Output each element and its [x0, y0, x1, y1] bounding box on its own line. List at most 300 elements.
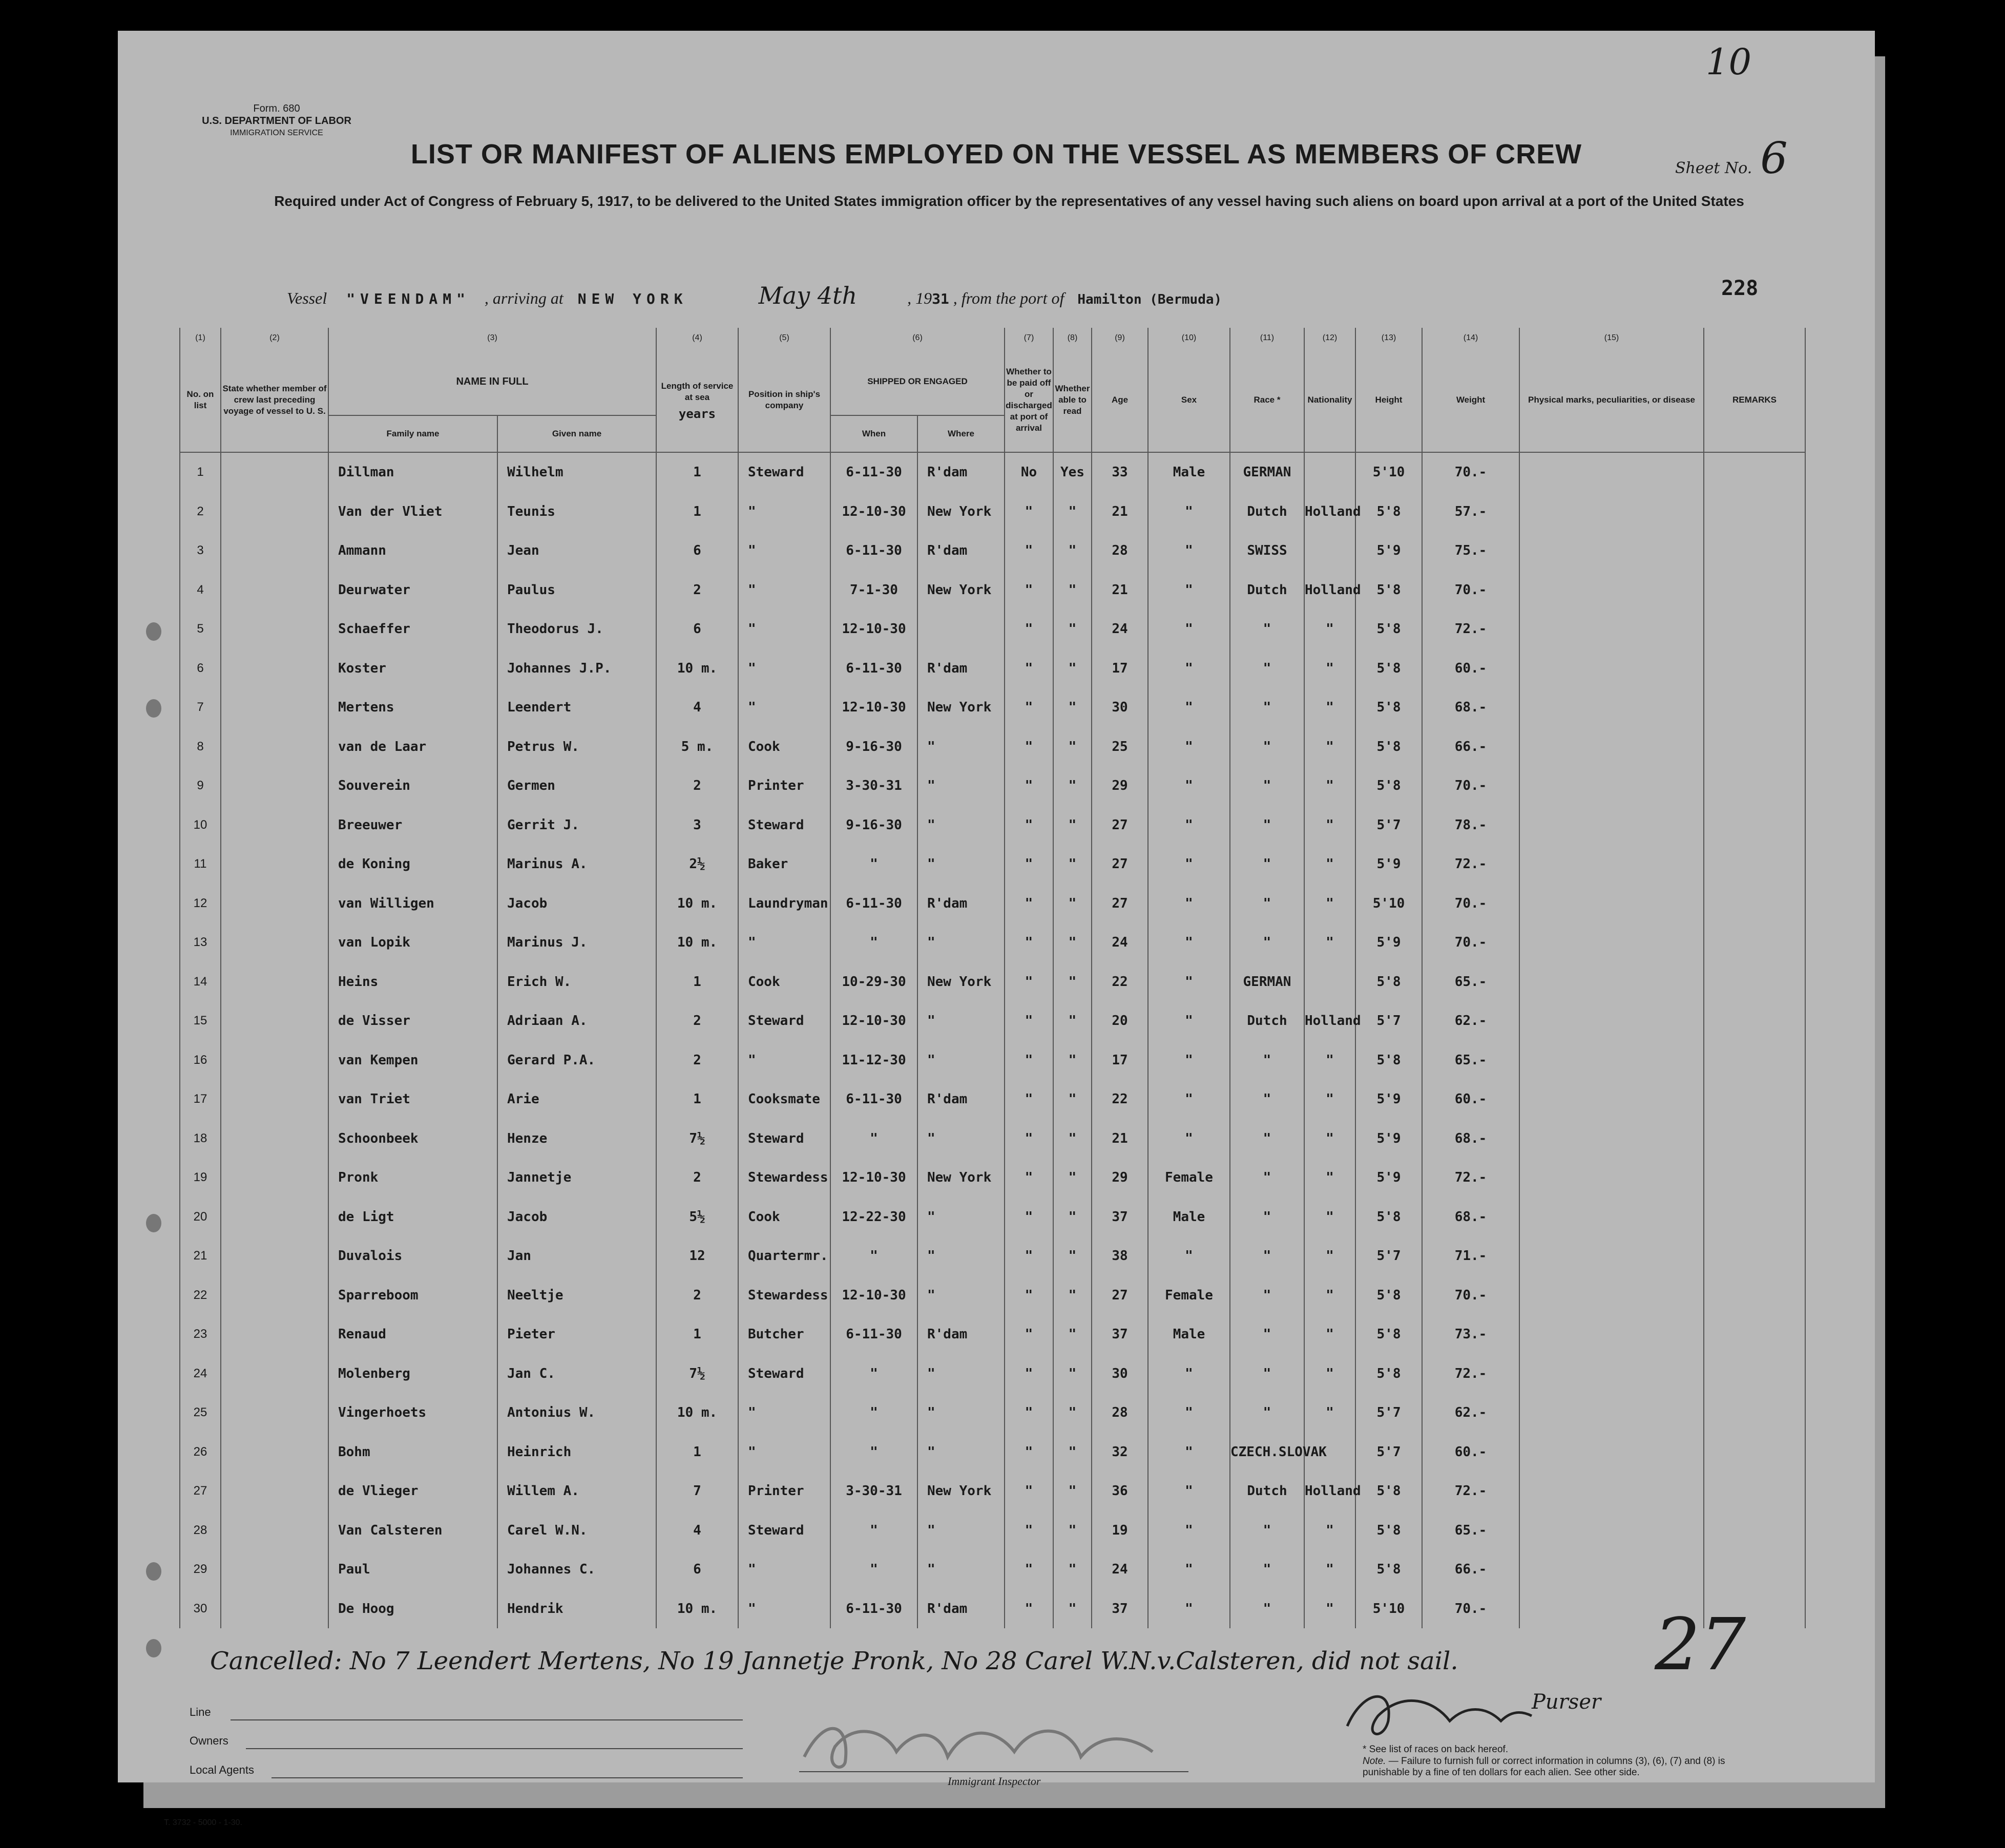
- table-row: [180, 571, 1805, 610]
- cell-when: 3-30-31: [830, 766, 917, 806]
- cell-no: 16: [180, 1041, 221, 1080]
- cell-read: ": [1053, 806, 1092, 845]
- cell-paid: ": [1005, 649, 1053, 688]
- cell-paid: ": [1005, 766, 1053, 806]
- cell-sex: Male: [1148, 1198, 1230, 1237]
- cell-position: Steward: [738, 1511, 830, 1550]
- header-when: When: [830, 415, 917, 452]
- cell-read: ": [1053, 1276, 1092, 1315]
- cell-sex: ": [1148, 766, 1230, 806]
- cell-paid: ": [1005, 1158, 1053, 1198]
- cell-when: 12-10-30: [830, 1158, 917, 1198]
- cell-paid: ": [1005, 727, 1053, 767]
- cell-nationality: ": [1304, 1198, 1355, 1237]
- cell-no: 1: [180, 452, 221, 492]
- cell-given: Carel W.N.: [497, 1511, 656, 1550]
- cell-no: 10: [180, 806, 221, 845]
- department-name: U.S. DEPARTMENT OF LABOR: [202, 115, 351, 127]
- cell-paid: ": [1005, 923, 1053, 962]
- cell-read: ": [1053, 1472, 1092, 1511]
- cell-position: Printer: [738, 1472, 830, 1511]
- cell-race: SWISS: [1230, 531, 1304, 571]
- cell-race: ": [1230, 727, 1304, 767]
- cell-position: ": [738, 531, 830, 571]
- cell-age: 30: [1092, 688, 1148, 727]
- cell-no: 7: [180, 688, 221, 727]
- header-position: Position in ship's company: [738, 348, 830, 452]
- cell-where: ": [917, 1001, 1005, 1041]
- cell-age: 28: [1092, 531, 1148, 571]
- cell-no: 22: [180, 1276, 221, 1315]
- cell-no: 30: [180, 1589, 221, 1629]
- cell-position: ": [738, 688, 830, 727]
- cell-height: 5'9: [1355, 531, 1422, 571]
- table-row: [180, 1236, 1805, 1276]
- cell-weight: 71.-: [1422, 1236, 1519, 1276]
- cell-given: Jean: [497, 531, 656, 571]
- cell-paid: ": [1005, 845, 1053, 884]
- cell-read: ": [1053, 962, 1092, 1002]
- cell-no: 29: [180, 1550, 221, 1589]
- cell-where: ": [917, 1198, 1005, 1237]
- cell-paid: ": [1005, 1001, 1053, 1041]
- cell-nationality: ": [1304, 1393, 1355, 1433]
- cell-no: 6: [180, 649, 221, 688]
- cell-position: ": [738, 649, 830, 688]
- cell-family: Van Calsteren: [328, 1511, 497, 1550]
- cell-where: ": [917, 1354, 1005, 1394]
- cell-age: 36: [1092, 1472, 1148, 1511]
- cell-race: Dutch: [1230, 492, 1304, 532]
- sheet-number: 6: [1760, 133, 1788, 183]
- cell-nationality: ": [1304, 1158, 1355, 1198]
- cell-family: Duvalois: [328, 1236, 497, 1276]
- cell-age: 20: [1092, 1001, 1148, 1041]
- cell-length: 2: [656, 571, 738, 610]
- total-mark: 27: [1655, 1603, 1746, 1687]
- cell-remarks: [1704, 1119, 1805, 1159]
- cell-given: Jan C.: [497, 1354, 656, 1394]
- note-text: — Failure to furnish full or correct information in columns (3), (6), (7) and (8) is punishable by a fine of ten dollars for each alien. See other side.: [1363, 1756, 1725, 1778]
- cell-read: ": [1053, 845, 1092, 884]
- cell-nationality: ": [1304, 1589, 1355, 1629]
- cell-when: ": [830, 1354, 917, 1394]
- cell-age: 22: [1092, 962, 1148, 1002]
- cell-height: 5'8: [1355, 610, 1422, 649]
- cell-given: Paulus: [497, 571, 656, 610]
- departure-port: Hamilton (Bermuda): [1077, 292, 1222, 307]
- owners-label: Owners: [190, 1734, 228, 1747]
- vessel-line: [287, 282, 1222, 309]
- cell-age: 24: [1092, 1550, 1148, 1589]
- cell-when: 10-29-30: [830, 962, 917, 1002]
- cell-state: [221, 962, 328, 1002]
- footer-rule-1: [231, 1719, 743, 1720]
- col-num-11: (11): [1230, 328, 1304, 348]
- cell-nationality: Holland: [1304, 571, 1355, 610]
- table-row: [180, 1276, 1805, 1315]
- cell-where: New York: [917, 1472, 1005, 1511]
- cell-height: 5'9: [1355, 1119, 1422, 1159]
- table-row: [180, 962, 1805, 1002]
- cell-physical: [1519, 688, 1704, 727]
- cell-when: ": [830, 1236, 917, 1276]
- cell-read: ": [1053, 766, 1092, 806]
- cell-read: ": [1053, 1080, 1092, 1119]
- cell-physical: [1519, 531, 1704, 571]
- cell-family: De Hoog: [328, 1589, 497, 1629]
- cell-where: New York: [917, 492, 1005, 532]
- cell-given: Johannes J.P.: [497, 649, 656, 688]
- cell-when: 6-11-30: [830, 649, 917, 688]
- cell-remarks: [1704, 1041, 1805, 1080]
- col-num-2: (2): [221, 328, 328, 348]
- cell-age: 27: [1092, 884, 1148, 923]
- cell-height: 5'8: [1355, 1550, 1422, 1589]
- cell-paid: ": [1005, 1354, 1053, 1394]
- cell-read: ": [1053, 1393, 1092, 1433]
- cell-physical: [1519, 727, 1704, 767]
- cell-weight: 70.-: [1422, 923, 1519, 962]
- cell-paid: ": [1005, 492, 1053, 532]
- cell-height: 5'9: [1355, 845, 1422, 884]
- cell-weight: 73.-: [1422, 1315, 1519, 1354]
- cell-state: [221, 1315, 328, 1354]
- cell-nationality: ": [1304, 610, 1355, 649]
- cell-given: Arie: [497, 1080, 656, 1119]
- cell-no: 19: [180, 1158, 221, 1198]
- cell-length: 10 m.: [656, 884, 738, 923]
- cell-sex: ": [1148, 610, 1230, 649]
- cell-physical: [1519, 1354, 1704, 1394]
- cell-race: ": [1230, 649, 1304, 688]
- corner-mark: 10: [1706, 41, 1752, 83]
- table-row: [180, 1393, 1805, 1433]
- cell-sex: ": [1148, 845, 1230, 884]
- cell-nationality: ": [1304, 649, 1355, 688]
- cell-when: 3-30-31: [830, 1472, 917, 1511]
- cell-remarks: [1704, 845, 1805, 884]
- cell-where: R'dam: [917, 531, 1005, 571]
- col-num-15: (15): [1519, 328, 1704, 348]
- cell-given: Johannes C.: [497, 1550, 656, 1589]
- cell-family: Dillman: [328, 452, 497, 492]
- cell-physical: [1519, 923, 1704, 962]
- cell-weight: 72.-: [1422, 1472, 1519, 1511]
- cell-read: ": [1053, 923, 1092, 962]
- arrival-date: May 4th: [758, 282, 858, 309]
- table-row: [180, 688, 1805, 727]
- cell-read: ": [1053, 1550, 1092, 1589]
- cell-when: 12-10-30: [830, 610, 917, 649]
- cell-given: Leendert: [497, 688, 656, 727]
- cell-read: ": [1053, 649, 1092, 688]
- cell-height: 5'8: [1355, 649, 1422, 688]
- cell-remarks: [1704, 492, 1805, 532]
- header-state-whether: State whether member of crew last preceding voyage of vessel to U. S.: [221, 348, 328, 452]
- cell-length: 12: [656, 1236, 738, 1276]
- cell-sex: ": [1148, 1119, 1230, 1159]
- cell-height: 5'8: [1355, 1198, 1422, 1237]
- cell-position: Quartermr.: [738, 1236, 830, 1276]
- cell-paid: ": [1005, 1119, 1053, 1159]
- cell-physical: [1519, 1393, 1704, 1433]
- service-name: IMMIGRATION SERVICE: [230, 129, 323, 137]
- cell-no: 24: [180, 1354, 221, 1394]
- cell-when: 6-11-30: [830, 1315, 917, 1354]
- cell-length: 2: [656, 1001, 738, 1041]
- binding-hole-2: [146, 699, 161, 718]
- cell-paid: ": [1005, 1433, 1053, 1472]
- table-row: [180, 1589, 1805, 1629]
- cell-when: 12-22-30: [830, 1198, 917, 1237]
- cell-given: Jacob: [497, 884, 656, 923]
- cell-when: 9-16-30: [830, 806, 917, 845]
- cell-no: 25: [180, 1393, 221, 1433]
- header-remarks: REMARKS: [1704, 348, 1805, 452]
- cell-length: 5 m.: [656, 727, 738, 767]
- table-row: [180, 1472, 1805, 1511]
- cell-length: 7½: [656, 1354, 738, 1394]
- table-row: [180, 1041, 1805, 1080]
- cell-weight: 62.-: [1422, 1393, 1519, 1433]
- cell-paid: ": [1005, 806, 1053, 845]
- header-age: Age: [1092, 348, 1148, 452]
- cell-state: [221, 923, 328, 962]
- cell-remarks: [1704, 1393, 1805, 1433]
- col-num-3: (3): [328, 328, 656, 348]
- col-num-9: (9): [1092, 328, 1148, 348]
- cell-sex: ": [1148, 571, 1230, 610]
- cell-read: ": [1053, 1198, 1092, 1237]
- table-row: [180, 884, 1805, 923]
- cell-length: 1: [656, 452, 738, 492]
- col-num-7: (7): [1005, 328, 1053, 348]
- cell-weight: 72.-: [1422, 610, 1519, 649]
- cell-age: 21: [1092, 571, 1148, 610]
- note-label: Note.: [1363, 1756, 1386, 1767]
- line-label: Line: [190, 1706, 211, 1718]
- cell-height: 5'8: [1355, 727, 1422, 767]
- cell-when: ": [830, 923, 917, 962]
- col-num-8: (8): [1053, 328, 1092, 348]
- cell-remarks: [1704, 1433, 1805, 1472]
- cell-no: 4: [180, 571, 221, 610]
- cell-where: R'dam: [917, 1589, 1005, 1629]
- cell-length: 2: [656, 1041, 738, 1080]
- cell-paid: ": [1005, 1393, 1053, 1433]
- cell-where: ": [917, 1433, 1005, 1472]
- cell-no: 20: [180, 1198, 221, 1237]
- cell-race: Dutch: [1230, 571, 1304, 610]
- cell-nationality: [1304, 531, 1355, 571]
- cell-family: de Koning: [328, 845, 497, 884]
- cell-nationality: ": [1304, 1080, 1355, 1119]
- cell-state: [221, 1472, 328, 1511]
- cell-race: GERMAN: [1230, 452, 1304, 492]
- table-row: [180, 531, 1805, 571]
- cell-physical: [1519, 452, 1704, 492]
- cell-given: Adriaan A.: [497, 1001, 656, 1041]
- cell-sex: ": [1148, 531, 1230, 571]
- header-height: Height: [1355, 348, 1422, 452]
- cell-family: de Visser: [328, 1001, 497, 1041]
- cell-age: 19: [1092, 1511, 1148, 1550]
- cell-given: Germen: [497, 766, 656, 806]
- cell-sex: ": [1148, 806, 1230, 845]
- cell-given: Hendrik: [497, 1589, 656, 1629]
- cell-where: ": [917, 1236, 1005, 1276]
- table-row: [180, 766, 1805, 806]
- cell-state: [221, 1041, 328, 1080]
- page-subtitle: Required under Act of Congress of February 5, 1917, to be delivered to the United States immigration officer by the representatives of any vessel having such aliens on board upon arrival at a port of the United States: [274, 193, 1744, 209]
- cell-nationality: Holland: [1304, 1001, 1355, 1041]
- cell-state: [221, 531, 328, 571]
- binding-hole-4: [146, 1562, 161, 1581]
- cell-height: 5'10: [1355, 452, 1422, 492]
- column-header-row: [180, 348, 1805, 415]
- cell-age: 33: [1092, 452, 1148, 492]
- cell-remarks: [1704, 1354, 1805, 1394]
- cell-height: 5'7: [1355, 1001, 1422, 1041]
- header-paid-off: Whether to be paid off or discharged at port of arrival: [1005, 348, 1053, 452]
- cell-family: Bohm: [328, 1433, 497, 1472]
- cell-given: Jacob: [497, 1198, 656, 1237]
- table-row: [180, 1550, 1805, 1589]
- cell-physical: [1519, 845, 1704, 884]
- cell-length: 1: [656, 492, 738, 532]
- cell-length: 2½: [656, 845, 738, 884]
- cell-no: 13: [180, 923, 221, 962]
- cell-paid: ": [1005, 571, 1053, 610]
- binding-hole-3: [146, 1214, 161, 1232]
- cell-physical: [1519, 1041, 1704, 1080]
- cell-nationality: Holland: [1304, 492, 1355, 532]
- cell-height: 5'8: [1355, 1315, 1422, 1354]
- cell-where: R'dam: [917, 884, 1005, 923]
- cell-remarks: [1704, 884, 1805, 923]
- cell-remarks: [1704, 962, 1805, 1002]
- header-given-name: Given name: [497, 415, 656, 452]
- cell-nationality: ": [1304, 766, 1355, 806]
- cell-physical: [1519, 492, 1704, 532]
- cell-weight: 70.-: [1422, 884, 1519, 923]
- cell-state: [221, 884, 328, 923]
- cell-length: 4: [656, 1511, 738, 1550]
- cell-age: 29: [1092, 1158, 1148, 1198]
- cell-height: 5'8: [1355, 962, 1422, 1002]
- cell-remarks: [1704, 1198, 1805, 1237]
- cell-where: R'dam: [917, 1315, 1005, 1354]
- cell-paid: ": [1005, 1511, 1053, 1550]
- cell-no: 12: [180, 884, 221, 923]
- cell-given: Wilhelm: [497, 452, 656, 492]
- cell-state: [221, 845, 328, 884]
- cell-physical: [1519, 1158, 1704, 1198]
- cancelled-note: Cancelled: No 7 Leendert Mertens, No 19 Jannetje Pronk, No 28 Carel W.N.v.Calsteren, did not sail.: [210, 1647, 1458, 1675]
- cell-age: 25: [1092, 727, 1148, 767]
- cell-paid: ": [1005, 531, 1053, 571]
- cell-weight: 68.-: [1422, 688, 1519, 727]
- cell-where: ": [917, 806, 1005, 845]
- cell-height: 5'7: [1355, 1393, 1422, 1433]
- cell-weight: 72.-: [1422, 845, 1519, 884]
- cell-when: 12-10-30: [830, 492, 917, 532]
- cell-physical: [1519, 1198, 1704, 1237]
- cell-position: Steward: [738, 452, 830, 492]
- year-prefix: , 19: [907, 289, 932, 307]
- cell-where: R'dam: [917, 649, 1005, 688]
- cell-state: [221, 1433, 328, 1472]
- cell-nationality: ": [1304, 1511, 1355, 1550]
- manifest-sheet: [118, 31, 1875, 1827]
- cell-read: ": [1053, 1511, 1092, 1550]
- cell-given: Gerard P.A.: [497, 1041, 656, 1080]
- col-num-remarks: [1704, 328, 1805, 348]
- cell-race: ": [1230, 610, 1304, 649]
- cell-family: Souverein: [328, 766, 497, 806]
- cell-position: Steward: [738, 1001, 830, 1041]
- cell-sex: ": [1148, 1433, 1230, 1472]
- cell-position: Cook: [738, 727, 830, 767]
- from-label: , from the port of: [953, 289, 1064, 307]
- cell-read: ": [1053, 610, 1092, 649]
- fine-note: [1363, 1756, 1762, 1778]
- cell-paid: ": [1005, 884, 1053, 923]
- cell-given: Antonius W.: [497, 1393, 656, 1433]
- cell-family: van de Laar: [328, 727, 497, 767]
- cell-family: Van der Vliet: [328, 492, 497, 532]
- header-physical: Physical marks, peculiarities, or disease: [1519, 348, 1704, 452]
- cell-age: 37: [1092, 1589, 1148, 1629]
- cell-physical: [1519, 1433, 1704, 1472]
- cell-age: 27: [1092, 1276, 1148, 1315]
- cell-family: de Vlieger: [328, 1472, 497, 1511]
- cell-given: Jan: [497, 1236, 656, 1276]
- cell-race: ": [1230, 1041, 1304, 1080]
- cell-height: 5'8: [1355, 1511, 1422, 1550]
- cell-height: 5'8: [1355, 766, 1422, 806]
- cell-sex: Female: [1148, 1158, 1230, 1198]
- cell-length: 10 m.: [656, 1589, 738, 1629]
- cell-weight: 75.-: [1422, 531, 1519, 571]
- agents-label: Local Agents: [190, 1763, 254, 1776]
- cell-weight: 70.-: [1422, 452, 1519, 492]
- table-row: [180, 845, 1805, 884]
- col-num-10: (10): [1148, 328, 1230, 348]
- cell-weight: 60.-: [1422, 1080, 1519, 1119]
- cell-when: ": [830, 1393, 917, 1433]
- cell-length: 1: [656, 962, 738, 1002]
- cell-read: ": [1053, 1236, 1092, 1276]
- header-length-service: [656, 348, 738, 452]
- cell-remarks: [1704, 1236, 1805, 1276]
- cell-age: 17: [1092, 649, 1148, 688]
- cell-length: 3: [656, 806, 738, 845]
- cell-given: Jannetje: [497, 1158, 656, 1198]
- col-num-13: (13): [1355, 328, 1422, 348]
- cell-where: New York: [917, 571, 1005, 610]
- cell-state: [221, 1119, 328, 1159]
- table-row: [180, 1119, 1805, 1159]
- purser-signature: [1332, 1680, 1537, 1747]
- cell-state: [221, 452, 328, 492]
- cell-nationality: Holland: [1304, 1472, 1355, 1511]
- cell-position: ": [738, 923, 830, 962]
- header-nationality: Nationality: [1304, 348, 1355, 452]
- cell-no: 14: [180, 962, 221, 1002]
- cell-when: ": [830, 1119, 917, 1159]
